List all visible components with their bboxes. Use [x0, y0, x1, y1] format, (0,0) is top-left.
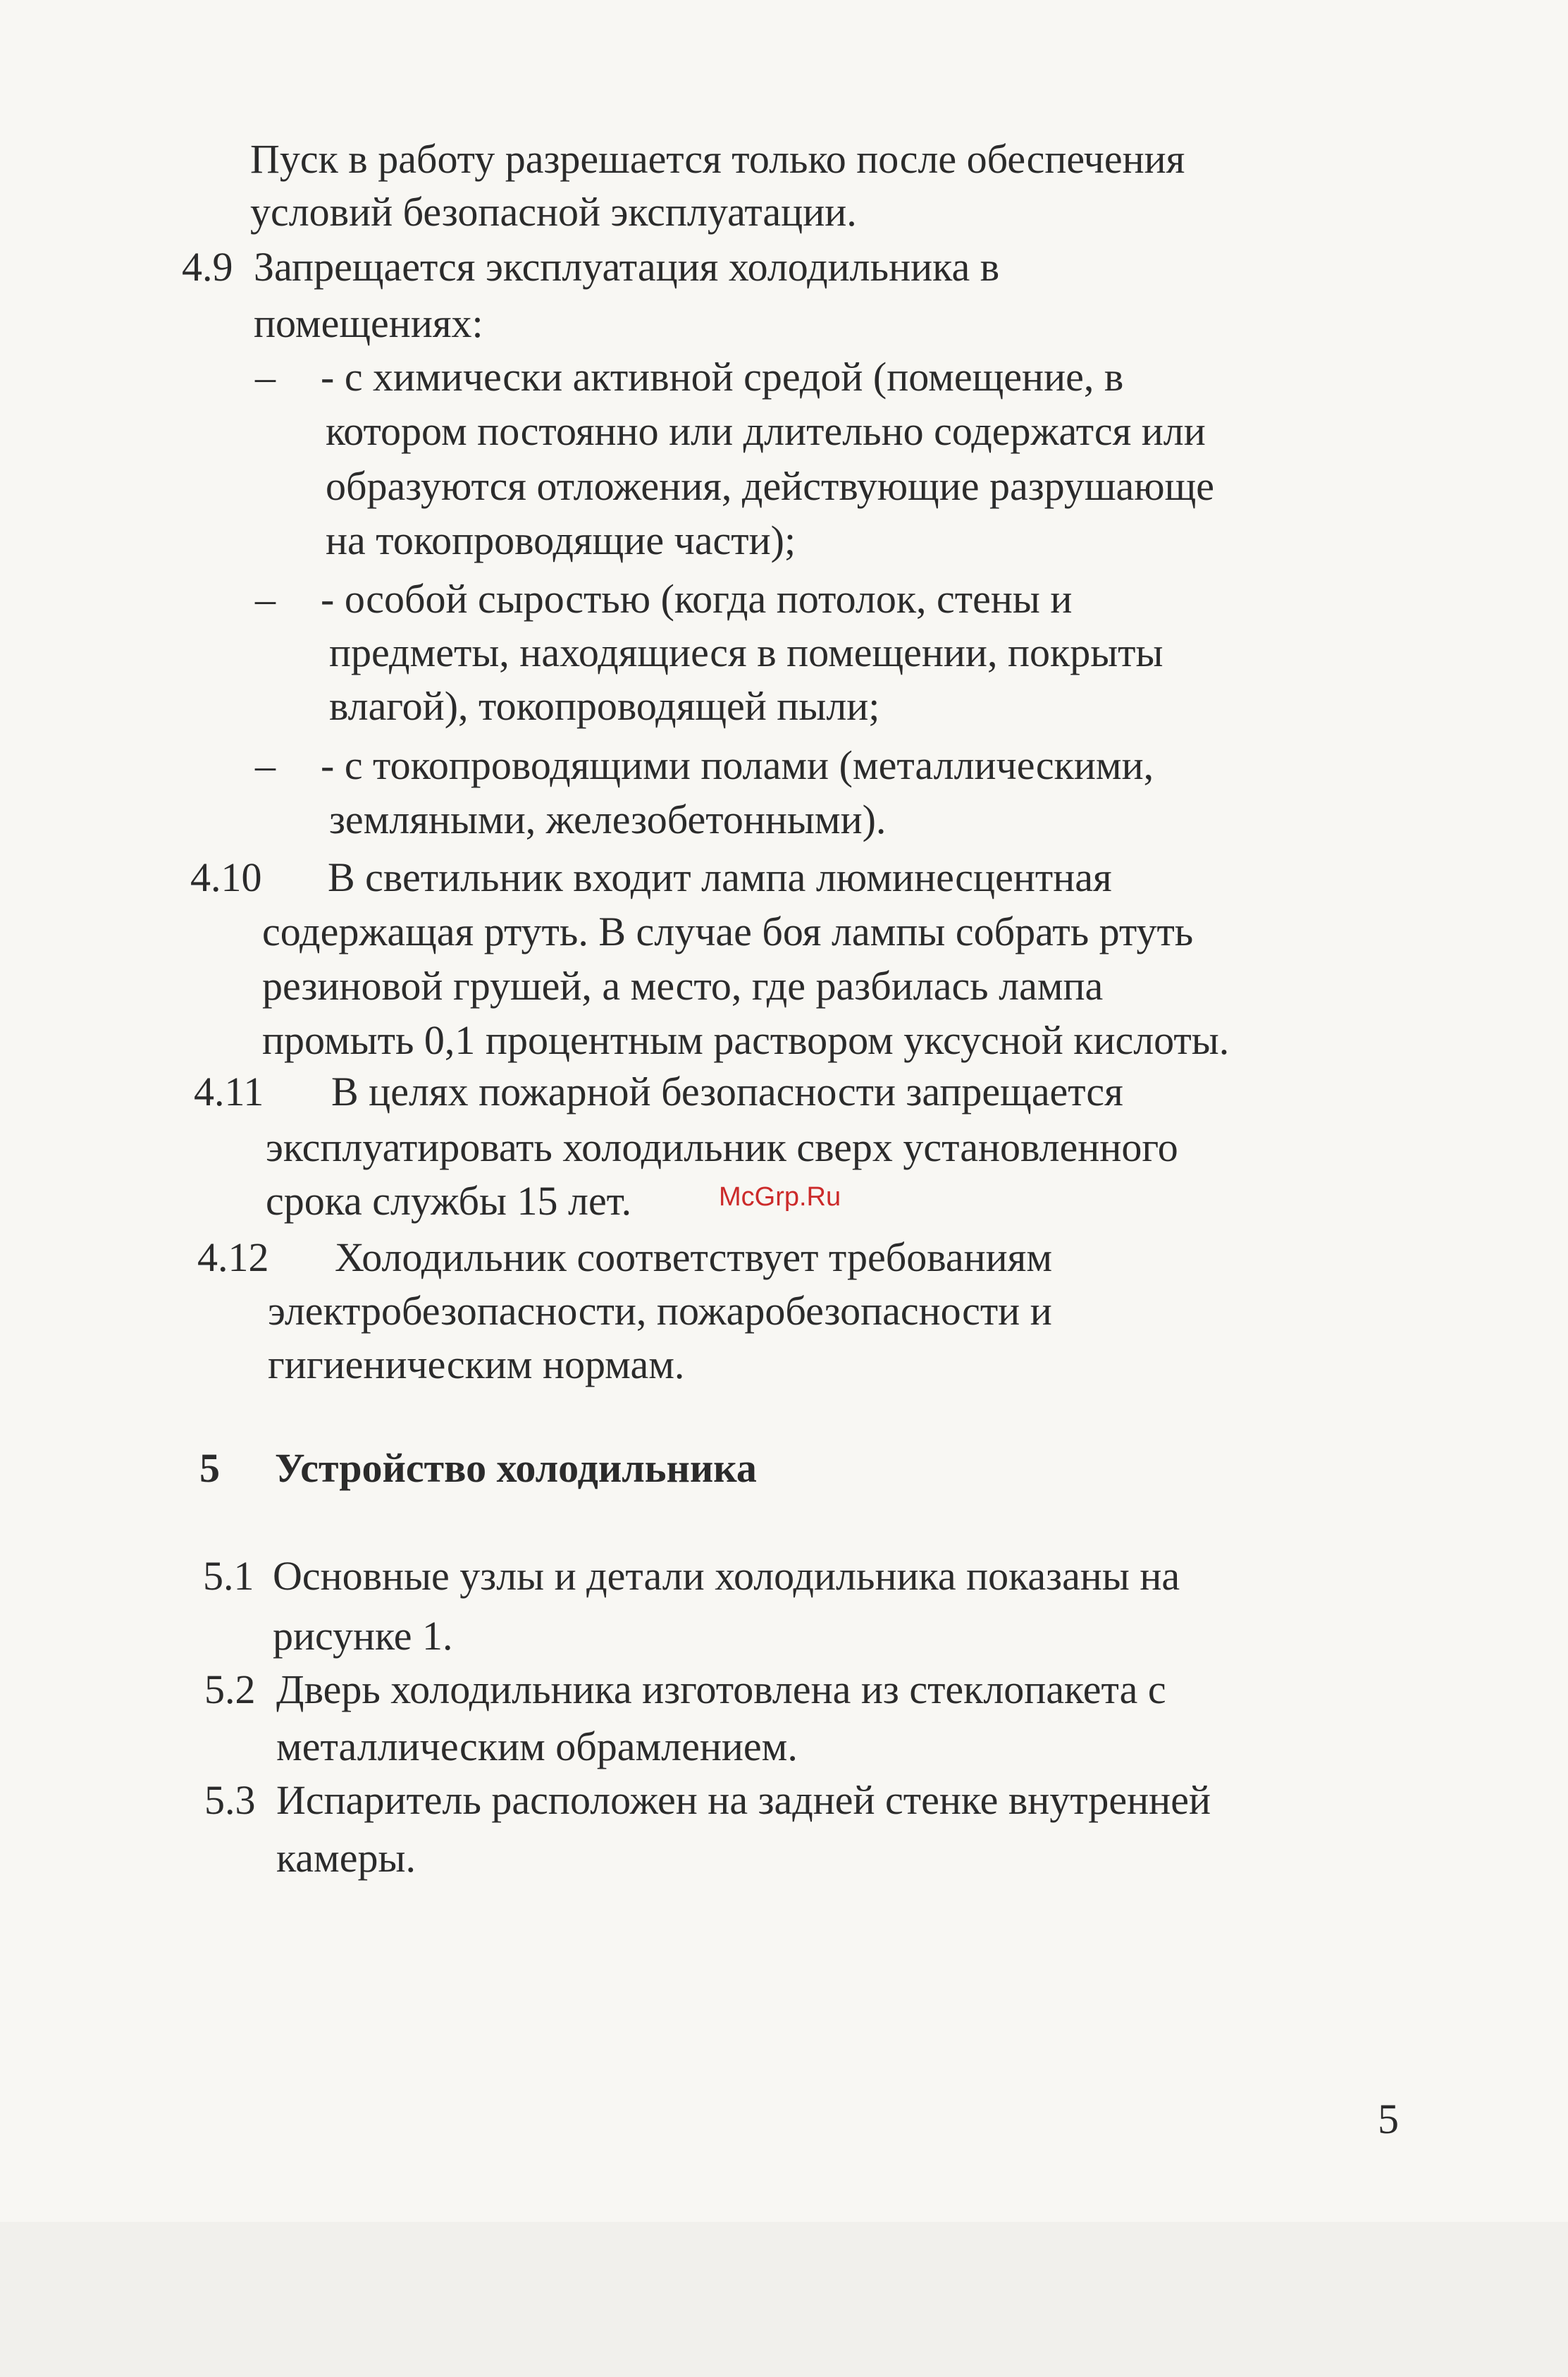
bullet-2-line-2: предметы, находящиеся в помещении, покрыты [329, 629, 1163, 675]
item-4-10-line-3: резиновой грушей, а место, где разбилась лампа [262, 963, 1104, 1009]
item-4-9-line-1: Запрещается эксплуатация холодильника в [254, 244, 1000, 290]
item-4-9-number: 4.9 [182, 244, 233, 290]
bullet-dash: – [255, 354, 276, 400]
item-5-2-number: 5.2 [204, 1666, 256, 1712]
item-5-2-line-2: металлическим обрамлением. [276, 1724, 798, 1769]
scan-shadow [0, 2222, 1568, 2377]
bullet-3-line-2: земляными, железобетонными). [329, 797, 887, 842]
bullet-1-line-3: образуются отложения, действующие разрушающе [326, 463, 1215, 509]
section-5-title: Устройство холодильника [275, 1445, 757, 1491]
item-5-3-line-2: камеры. [276, 1835, 416, 1881]
item-4-10-line-1: В светильник входит лампа люминесцентная [328, 854, 1112, 900]
watermark-text: McGrp.Ru [719, 1182, 841, 1212]
item-5-1-number: 5.1 [203, 1553, 254, 1599]
item-4-12-line-1: Холодильник соответствует требованиям [335, 1234, 1053, 1280]
item-4-12-line-3: гигиеническим нормам. [268, 1341, 685, 1387]
item-4-10-line-2: содержащая ртуть. В случае боя лампы собрать ртуть [262, 909, 1194, 954]
item-4-10-line-4: промыть 0,1 процентным раствором уксусной кислоты. [262, 1017, 1230, 1063]
bullet-1-line-1: - с химически активной средой (помещение, в [321, 354, 1124, 400]
bullet-3-line-1: - с токопроводящими полами (металлическими, [321, 742, 1154, 788]
item-4-9-line-2: помещениях: [254, 300, 483, 346]
item-4-11-line-2: эксплуатировать холодильник сверх установленного [266, 1124, 1178, 1170]
bullet-dash: – [255, 742, 276, 788]
section-5-number: 5 [199, 1445, 220, 1491]
item-4-11-line-1: В целях пожарной безопасности запрещается [331, 1069, 1123, 1114]
intro-line-1: Пуск в работу разрешается только после обеспечения [250, 136, 1185, 182]
item-5-1-line-2: рисунке 1. [273, 1613, 453, 1659]
item-5-1-line-1: Основные узлы и детали холодильника показаны на [273, 1553, 1180, 1599]
bullet-1-line-2: котором постоянно или длительно содержатся или [326, 408, 1206, 454]
item-4-11-number: 4.11 [194, 1069, 264, 1114]
item-4-12-line-2: электробезопасности, пожаробезопасности и [268, 1288, 1052, 1334]
item-5-3-number: 5.3 [204, 1777, 256, 1823]
bullet-2-line-1: - особой сыростью (когда потолок, стены и [321, 576, 1073, 622]
bullet-dash: – [255, 576, 276, 622]
item-4-12-number: 4.12 [197, 1234, 269, 1280]
item-4-11-line-3: срока службы 15 лет. [266, 1178, 632, 1224]
bullet-1-line-4: на токопроводящие части); [326, 517, 796, 563]
item-4-10-number: 4.10 [190, 854, 262, 900]
intro-line-2: условий безопасной эксплуатации. [250, 189, 857, 235]
item-5-3-line-1: Испаритель расположен на задней стенке внутренней [276, 1777, 1211, 1823]
item-5-2-line-1: Дверь холодильника изготовлена из стеклопакета с [276, 1666, 1166, 1712]
bullet-2-line-3: влагой), токопроводящей пыли; [329, 683, 880, 729]
page-number: 5 [1378, 2096, 1399, 2142]
